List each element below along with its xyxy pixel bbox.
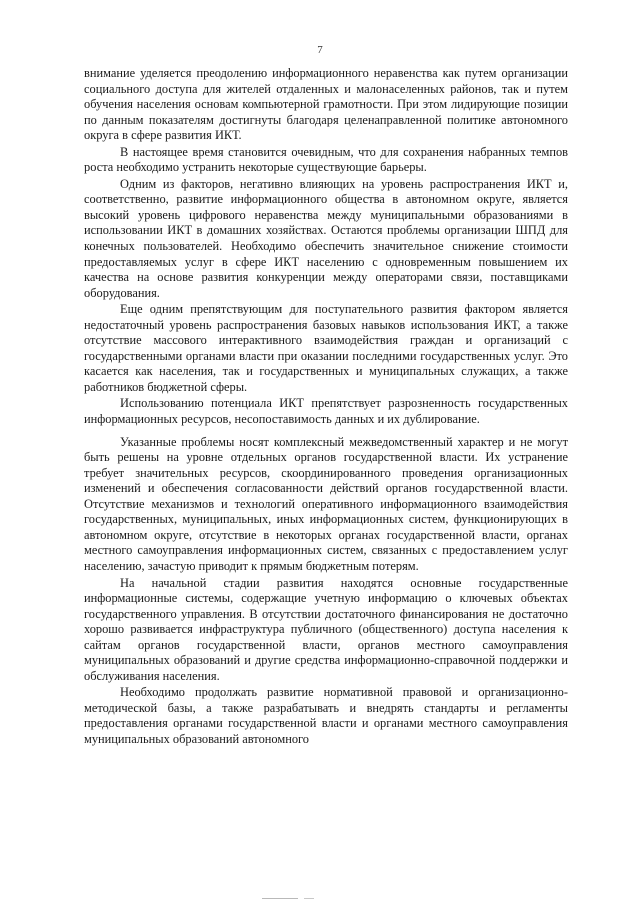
paragraph: На начальной стадии развития находятся основные государственные информационные системы, содержащие учетную информацию о ключевых объектах государственного управления. В отсутствии достаточного финансирования не достаточно хорошо развивается инфраструктура публичного (общественного) доступа населения к сайтам органов государственной власти, органов местного самоуправления муниципальных образований и другие средства информационно-справочной поддержки и обслуживания населения. <box>84 575 568 683</box>
paragraph: внимание уделяется преодолению информационного неравенства как путем организации социального доступа для жителей отдаленных и малонаселенных районов, так и путем обучения населения основам компьютерной грамотности. При этом лидирующие позиции по данным показателям достигнуты благодаря целенаправленной политике автономного округа в сфере развития ИКТ. <box>84 66 568 143</box>
scan-artifact <box>304 898 314 899</box>
paragraph: Необходимо продолжать развитие нормативной правовой и организационно-методической базы, а также разрабатывать и внедрять стандарты и регламенты предоставления органами государственной власти и органами местного самоуправления муниципальных образований автономного <box>84 685 568 746</box>
paragraph: В настоящее время становится очевидным, что для сохранения набранных темпов роста необходимо устранить некоторые существующие барьеры. <box>84 144 568 175</box>
paragraph: Использованию потенциала ИКТ препятствует разрозненность государственных информационных ресурсов, несопоставимость данных и их дублирование. <box>84 396 568 427</box>
paragraph: Указанные проблемы носят комплексный межведомственный характер и не могут быть решены на уровне отдельных органов государственной власти. Их устранение требует значительных ресурсов, скоординированного проведения организационных изменений и обеспечения согласованности действий органов государственной власти. Отсутствие механизмов и технологий оперативного информационного взаимодействия государственных, муниципальных, иных информационных систем, функционирующих в автономном округе, отсутствие в некоторых органах государственной власти, органах местного самоуправления информационных систем, связанных с предоставлением услуг населению, зачастую приводит к прямым бюджетным потерям. <box>84 434 568 573</box>
page-body <box>84 66 568 749</box>
paragraph: Еще одним препятствующим для поступательного развития фактором является недостаточный уровень распространения базовых навыков использования ИКТ, а также отсутствие массового интерактивного взаимодействия граждан и организаций с государственными органами власти при оказании последними государственных услуг. Это касается как населения, так и государственных и муниципальных служащих, а также работников бюджетной сферы. <box>84 302 568 394</box>
paragraph: Одним из факторов, негативно влияющих на уровень распространения ИКТ и, соответственно, развитие информационного общества в автономном округе, является высокий уровень цифрового неравенства между муниципальными образованиями в использовании ИКТ в домашних хозяйствах. Остаются проблемы организации ШПД для конечных пользователей. Необходимо обеспечить значительное снижение стоимости предоставляемых услуг в сфере ИКТ населению с одновременным повышением их качества на основе развития конкуренции между операторами связи, поставщиками оборудования. <box>84 176 568 300</box>
scan-artifact <box>262 898 298 899</box>
page-number: 7 <box>317 44 323 56</box>
